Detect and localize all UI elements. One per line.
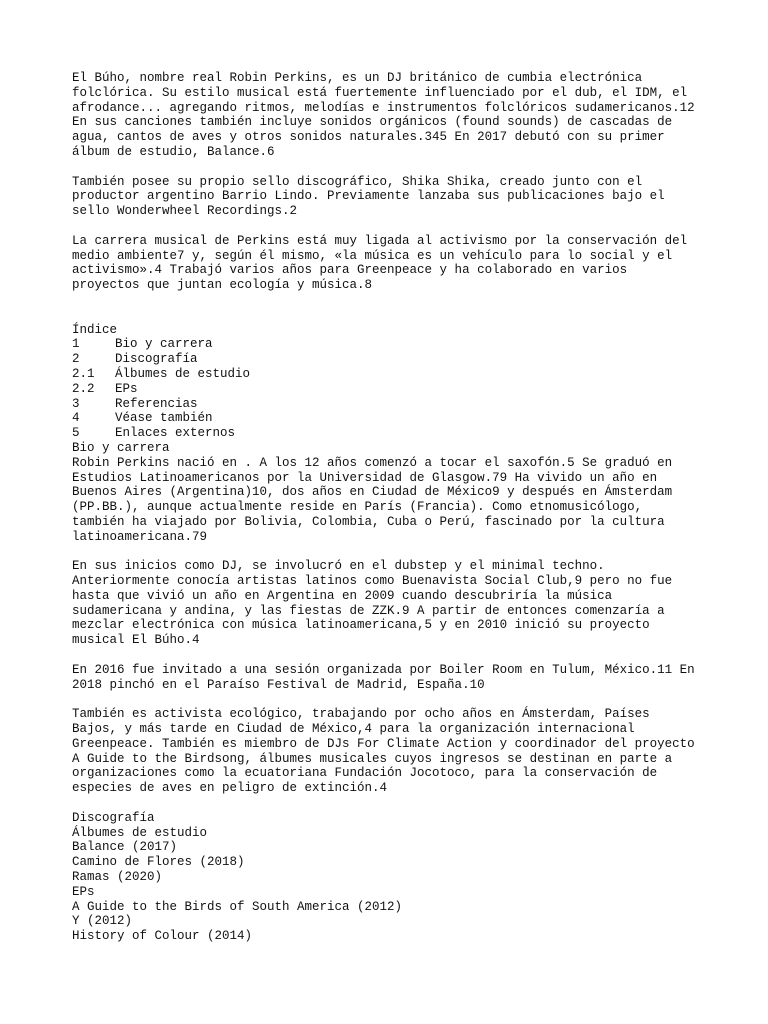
text-line: Bajos, y más tarde en Ciudad de México,4 para la organización internacional <box>72 722 635 737</box>
text-line: agua, cantos de aves y otros sonidos naturales.345 En 2017 debutó con su primer <box>72 130 665 145</box>
toc-item-number: 2.2 <box>72 381 95 396</box>
toc-item-number: 1 <box>72 337 80 352</box>
text-line: afrodance... agregando ritmos, melodías e instrumentos folclóricos sudamericanos.12 <box>72 100 695 115</box>
album-item: Balance (2017) <box>72 840 178 855</box>
toc-item-label: Véase también <box>115 411 213 426</box>
intro-paragraph-3 <box>72 234 762 293</box>
toc-item-label: Álbumes de estudio <box>115 366 251 381</box>
text-line: hasta que vivió un año en Argentina en 2009 cuando descubriría la música <box>72 588 613 603</box>
toc-item-number: 2 <box>72 352 80 367</box>
toc-item-eps[interactable] <box>72 382 762 397</box>
section-heading: Discografía <box>72 810 155 825</box>
text-line: Robin Perkins nació en . A los 12 años comenzó a tocar el saxofón.5 Se graduó en <box>72 455 673 470</box>
bio-paragraph-1 <box>72 456 762 545</box>
bio-paragraph-2 <box>72 559 762 648</box>
text-line: latinoamericana.79 <box>72 529 208 544</box>
document-page <box>72 71 762 944</box>
toc-item-number: 4 <box>72 411 80 426</box>
text-line: En sus canciones también incluye sonidos orgánicos (found sounds) de cascadas de <box>72 115 673 130</box>
section-heading: Bio y carrera <box>72 440 170 455</box>
ep-item: History of Colour (2014) <box>72 929 253 944</box>
text-line: mezclar electrónica con música latinoamericana,5 y en 2010 inició su proyecto <box>72 618 650 633</box>
text-line: musical El Búho.4 <box>72 633 200 648</box>
toc-item-number: 2.1 <box>72 366 95 381</box>
toc-item-label: EPs <box>115 381 138 396</box>
paragraph-gap <box>72 692 762 707</box>
text-line: Anteriormente conocía artistas latinos como Buenavista Social Club,9 pero no fue <box>72 574 673 589</box>
toc-item-bio[interactable] <box>72 337 762 352</box>
toc-item-label: Referencias <box>115 396 198 411</box>
text-line: activismo».4 Trabajó varios años para Greenpeace y ha colaborado en varios <box>72 263 628 278</box>
subsection-heading: EPs <box>72 884 95 899</box>
paragraph-gap <box>72 219 762 234</box>
paragraph-gap <box>72 293 762 308</box>
album-item: Ramas (2020) <box>72 870 163 885</box>
bio-paragraph-4 <box>72 707 762 796</box>
paragraph-gap <box>72 308 762 323</box>
text-line: medio ambiente7 y, según él mismo, «la música es un vehículo para lo social y el <box>72 248 673 263</box>
text-line: En sus inicios como DJ, se involucró en el dubstep y el minimal techno. <box>72 559 605 574</box>
text-line: productor argentino Barrio Lindo. Previamente lanzaba sus publicaciones bajo el <box>72 189 665 204</box>
text-line: También es activista ecológico, trabajando por ocho años en Ámsterdam, Países <box>72 707 650 722</box>
toc-title: Índice <box>72 322 118 337</box>
bio-paragraph-3 <box>72 663 762 693</box>
toc-item-number: 3 <box>72 396 80 411</box>
ep-item: A Guide to the Birds of South America (2012) <box>72 899 403 914</box>
toc-item-number: 5 <box>72 426 80 441</box>
text-line: folclórica. Su estilo musical está fuertemente influenciado por el dub, el IDM, el <box>72 85 688 100</box>
paragraph-gap <box>72 545 762 560</box>
text-line: también ha viajado por Bolivia, Colombia, Cuba o Perú, fascinado por la cultura <box>72 514 665 529</box>
ep-item: Y (2012) <box>72 914 133 929</box>
toc-item-label: Discografía <box>115 352 198 367</box>
text-line: También posee su propio sello discográfico, Shika Shika, creado junto con el <box>72 174 643 189</box>
text-line: sello Wonderwheel Recordings.2 <box>72 204 298 219</box>
toc-item-label: Bio y carrera <box>115 337 213 352</box>
text-line: El Búho, nombre real Robin Perkins, es un DJ británico de cumbia electrónica <box>72 71 643 85</box>
text-line: (PP.BB.), aunque actualmente reside en París (Francia). Como etnomusicólogo, <box>72 500 643 515</box>
text-line: álbum de estudio, Balance.6 <box>72 144 275 159</box>
intro-paragraph-1 <box>72 71 762 160</box>
bio-section <box>72 441 762 796</box>
subsection-heading: Álbumes de estudio <box>72 825 208 840</box>
text-line: sudamericana y andina, y las fiestas de ZZK.9 A partir de entonces comenzaría a <box>72 603 665 618</box>
text-line: La carrera musical de Perkins está muy ligada al activismo por la conservación del <box>72 233 688 248</box>
text-line: A Guide to the Birdsong, álbumes musicales cuyos ingresos se destinan en parte a <box>72 751 673 766</box>
text-line: especies de aves en peligro de extinción.4 <box>72 781 388 796</box>
paragraph-gap <box>72 648 762 663</box>
toc-item-vease[interactable] <box>72 411 762 426</box>
text-line: En 2016 fue invitado a una sesión organizada por Boiler Room en Tulum, México.11 En <box>72 662 695 677</box>
discography-section <box>72 811 762 944</box>
text-line: Estudios Latinoamericanos por la Universidad de Glasgow.79 Ha vivido un año en <box>72 470 658 485</box>
toc-item-label: Enlaces externos <box>115 426 236 441</box>
album-item: Camino de Flores (2018) <box>72 855 245 870</box>
table-of-contents <box>72 323 762 441</box>
text-line: organizaciones como la ecuatoriana Fundación Jocotoco, para la conservación de <box>72 766 658 781</box>
paragraph-gap <box>72 796 762 811</box>
toc-item-discografia[interactable] <box>72 352 762 367</box>
text-line: Buenos Aires (Argentina)10, dos años en Ciudad de México9 y después en Ámsterdam <box>72 485 673 500</box>
toc-item-albumes[interactable] <box>72 367 762 382</box>
toc-item-referencias[interactable] <box>72 397 762 412</box>
text-line: 2018 pinchó en el Paraíso Festival de Madrid, España.10 <box>72 677 485 692</box>
paragraph-gap <box>72 160 762 175</box>
intro-paragraph-2 <box>72 175 762 219</box>
text-line: Greenpeace. También es miembro de DJs For Climate Action y coordinador del proyecto <box>72 736 695 751</box>
toc-item-enlaces[interactable] <box>72 426 762 441</box>
text-line: proyectos que juntan ecología y música.8 <box>72 278 373 293</box>
